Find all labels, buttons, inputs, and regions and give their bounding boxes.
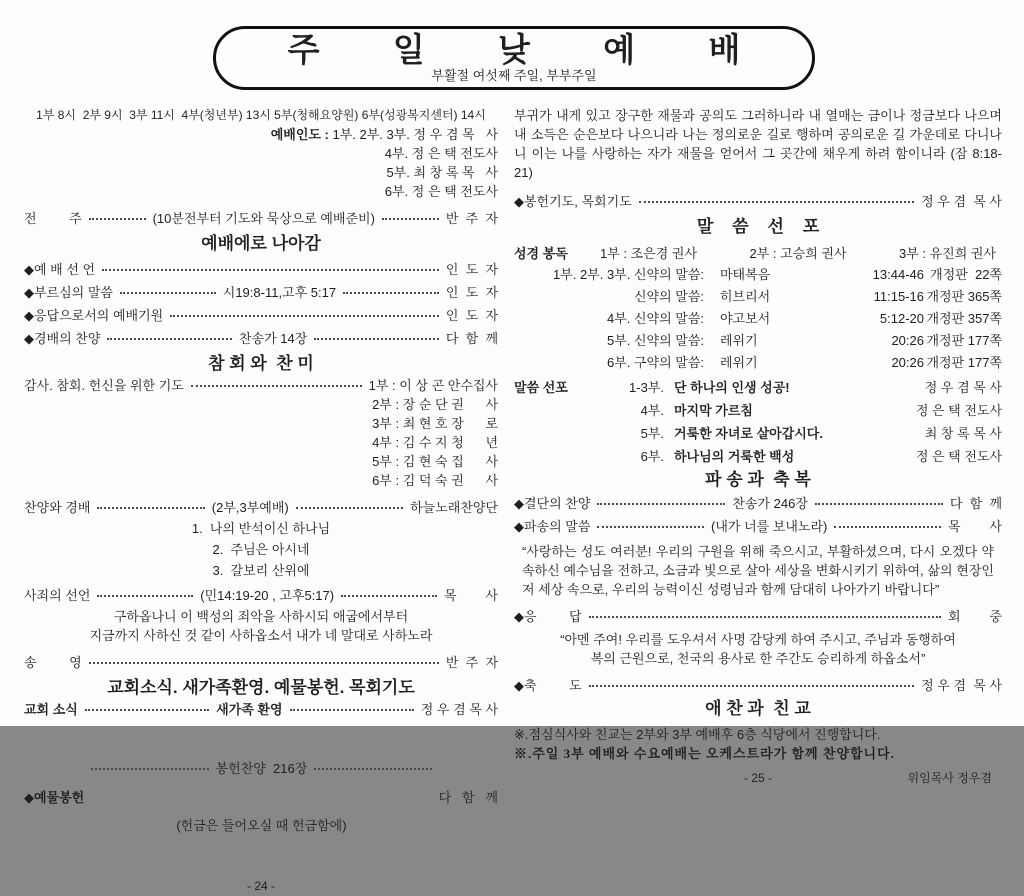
sermon-row-2 [514, 399, 1002, 422]
sermon-title: 마지막 가르침 [674, 403, 753, 418]
sermon-person: 정 은 택 전도사 [915, 449, 1002, 464]
praise-worship-row [24, 498, 498, 517]
reading-row-1 [514, 264, 1002, 286]
dot-leader [89, 662, 439, 664]
row-label: ◆부르심의 말씀 [24, 285, 113, 300]
news-welcome: 새가족 환영 [216, 702, 283, 717]
absolution-person: 목 사 [443, 588, 498, 603]
reading-label: 성경 봉독 [514, 246, 568, 261]
sermon-title: 하나님의 거룩한 백성 [674, 449, 795, 464]
reading-verse: 20:26 [891, 333, 924, 348]
offering-note: (헌금은 들어오실 때 헌금함에) [176, 818, 347, 833]
dot-leader [170, 315, 439, 317]
sermon-person: 최 창 록 목 사 [924, 426, 1002, 441]
dot-leader [102, 269, 439, 271]
commitment-hymn-row [514, 494, 1002, 513]
left-column-page-24 [24, 106, 498, 896]
sermon-row-3 [514, 422, 1002, 445]
dot-leader [382, 218, 439, 220]
absolution-ref: (민14:19-20 , 고후5:17) [200, 588, 335, 603]
prelude-row [24, 209, 498, 228]
sending-ref: (내가 너를 보내노라) [711, 519, 828, 534]
dot-leader [589, 616, 941, 618]
praise-song-1: 1. 나의 반석이신 하나님 [191, 521, 331, 536]
dot-leader [314, 768, 431, 770]
row-label: ◆경배의 찬양 [24, 331, 101, 346]
dot-leader [191, 385, 362, 387]
worship-leader-1: 1부. 2부. 3부. 정 우 겸 목 사 [332, 127, 498, 142]
calling-word-row [24, 283, 498, 302]
call-to-worship-row [24, 260, 498, 279]
section-heading-news: 교회소식. 새가족환영. 예물봉헌. 목회기도 [107, 678, 415, 697]
adoration-hymn-row [24, 329, 498, 348]
reading-page: 개정판 177쪽 [926, 333, 1002, 348]
dot-leader [89, 218, 146, 220]
prelude-label: 전 주 [24, 211, 82, 226]
response-text-1: “아멘 주여! 우리를 도우셔서 사명 감당케 하여 주시고, 주님과 동행하여 [560, 632, 956, 647]
reader-1: 1부 : 조은경 권사 [600, 246, 698, 261]
praise-choir: 하늘노래찬양단 [410, 500, 498, 515]
doxology-label: 송 영 [24, 655, 82, 670]
page-number-24: - 24 - [246, 879, 275, 893]
reading-book: 레위기 [720, 355, 758, 370]
pastor-signature: 위임목사 정우겸 [907, 771, 992, 785]
scripture-ref: 시19:8-11,고후 5:17 [222, 285, 337, 300]
offertory-label: ◆봉헌기도, 목회기도 [514, 194, 632, 209]
dot-leader [639, 201, 914, 203]
page-subtitle: 부활절 여섯째 주일, 부부주일 [431, 68, 597, 83]
dot-leader [85, 709, 209, 711]
reading-part: 4부. 신약의 말씀: [606, 311, 704, 326]
reading-part: 6부. 구약의 말씀: [606, 355, 704, 370]
commitment-hymn: 찬송가 246장 [732, 496, 808, 511]
prelude-person: 반 주 자 [445, 211, 499, 226]
praise-note: (2부,3부예배) [211, 500, 289, 515]
offertory-prayer-row [514, 192, 1002, 211]
title-box [213, 26, 815, 90]
reading-verse: 13:44-46 [872, 267, 924, 282]
reading-part: 신약의 말씀: [633, 289, 704, 304]
commitment-label: ◆결단의 찬양 [514, 496, 591, 511]
section-heading-repentance: 참 회 와 찬 미 [208, 354, 314, 373]
dot-leader [296, 507, 403, 509]
offering-middle [84, 721, 438, 873]
commitment-person: 다 함 께 [949, 496, 1003, 511]
sermon-row-4 [514, 445, 1002, 468]
right-footer [514, 769, 1002, 787]
news-person: 정 우 겸 목 사 [420, 702, 499, 717]
dot-leader [589, 685, 915, 687]
sending-word-row [514, 517, 1002, 536]
prayer-person-2: 2부 : 장 순 단 권 사 [372, 397, 498, 412]
row-person: 다 함 께 [445, 331, 498, 346]
praise-song-2: 2. 주님은 아시네 [212, 542, 310, 557]
sending-charge-text: “사랑하는 성도 여러분! 우리의 구원을 위해 죽으시고, 부활하셨으며, 다시 오겠다 약속하신 예수님을 전하고, 소금과 빛으로 살아 세상을 변화시키기 위하여, 삶의 현장인 저 세상 속으로, 우리의 능력이신 성령님과 함께 담대히 나아가기 바랍니다” [522, 544, 994, 597]
reading-book: 히브리서 [720, 289, 771, 304]
reading-book: 레위기 [720, 333, 758, 348]
reading-book: 야고보서 [720, 311, 771, 326]
sermon-part: 1-3부. [629, 380, 664, 395]
section-heading-sending: 파 송 과 축 복 [705, 470, 811, 489]
response-person: 회 중 [947, 609, 1002, 624]
dot-leader [314, 338, 439, 340]
right-column-page-25 [514, 106, 1002, 896]
reading-part: 5부. 신약의 말씀: [606, 333, 704, 348]
response-row [514, 607, 1002, 626]
offering-hymn-line [84, 759, 438, 778]
row-person: 인 도 자 [445, 262, 498, 277]
row-person: 인 도 자 [445, 285, 499, 300]
prelude-note: (10분전부터 기도와 묵상으로 예배준비) [152, 211, 375, 226]
hymn-number: 찬송가 14장 [238, 331, 308, 346]
doxology-row [24, 653, 498, 672]
sending-person: 목 사 [947, 519, 1002, 534]
page-number-25: - 25 - [743, 771, 772, 785]
row-label: ◆응답으로서의 예배기원 [24, 308, 164, 323]
sending-label: ◆파송의 말씀 [514, 519, 591, 534]
praise-song-3: 3. 갈보리 산위에 [212, 563, 310, 578]
dot-leader [343, 292, 439, 294]
dot-leader [120, 292, 216, 294]
reading-row-3 [514, 308, 1002, 330]
dot-leader [341, 595, 437, 597]
reading-verse: 11:15-16 [873, 289, 924, 304]
page-title: 주 일 낮 예 배 [287, 31, 741, 68]
sermon-person: 정 은 택 전도사 [915, 403, 1002, 418]
prayer-person-6: 6부 : 김 덕 숙 권 사 [372, 473, 498, 488]
worship-leader-3: 5부. 최 창 록 목 사 [386, 165, 498, 180]
row-person: 인 도 자 [445, 308, 498, 323]
reader-2: 2부 : 고승희 권사 [749, 246, 847, 261]
reading-book: 마태복음 [720, 267, 771, 282]
reading-row-4 [514, 330, 1002, 352]
offering-label: ◆예물봉헌 [24, 789, 85, 805]
sermon-part: 5부. [640, 426, 664, 441]
prayer-row [24, 376, 498, 395]
reading-part: 1부. 2부. 3부. 신약의 말씀: [552, 267, 704, 282]
worship-leaders-line-1 [24, 125, 498, 144]
sermon-title: 거룩한 자녀로 살아갑시다. [674, 426, 823, 441]
response-text-2: 복의 근원으로, 천국의 용사로 한 주간도 승리하게 하옵소서” [590, 651, 926, 666]
prayer-person-1: 1부 : 이 상 곤 안수집사 [368, 378, 498, 393]
reading-page: 개정판 365쪽 [926, 289, 1002, 304]
dot-leader [597, 526, 704, 528]
prayer-person-5: 5부 : 김 현 숙 집 사 [372, 454, 498, 469]
section-heading-approach: 예배에로 나아감 [201, 234, 321, 253]
offertory-person: 정 우 겸 목 사 [921, 194, 1002, 209]
reading-row-5 [514, 352, 1002, 374]
invocation-row [24, 306, 498, 325]
dot-leader [97, 595, 193, 597]
sermon-row-1 [514, 376, 1002, 399]
dot-leader [597, 503, 725, 505]
absolution-row [24, 586, 498, 605]
reading-page: 개정판 357쪽 [926, 311, 1002, 326]
sermon-part: 6부. [640, 449, 664, 464]
service-schedule: 1부 8시 2부 9시 3부 11시 4부(청년부) 13시 5부(청해요양원) 6부(성광복지센터) 14시 [36, 108, 486, 122]
worship-leader-2: 4부. 정 은 택 전도사 [384, 146, 498, 161]
worship-leader-4: 6부. 정 은 택 전도사 [384, 184, 498, 199]
section-heading-sermon: 말 씀 선 포 [696, 217, 820, 236]
readers-list [600, 243, 1002, 264]
scripture-readers-row [514, 243, 1002, 264]
offering-row [24, 721, 498, 873]
dot-leader [290, 709, 414, 711]
benediction-label: ◆축 도 [514, 678, 582, 693]
absolution-text-1: 구하옵나니 이 백성의 죄악을 사하시되 애굽에서부터 [113, 609, 409, 624]
news-label: 교회 소식 [24, 702, 78, 717]
response-label: ◆응 답 [514, 609, 582, 624]
sermon-label: 말씀 선포 [514, 380, 568, 395]
praise-label: 찬양와 경배 [24, 500, 91, 515]
offering-person: 다 함 께 [438, 789, 498, 805]
prayer-label: 감사. 참회. 헌신을 위한 기도 [24, 378, 184, 393]
two-column-layout [24, 106, 1002, 896]
fellowship-note-1: ※.점심식사와 친교는 2부와 3부 예배후 6층 식당에서 진행합니다. [514, 727, 881, 742]
reading-verse: 5:12-20 [879, 311, 924, 326]
row-label: ◆예 배 선 언 [24, 262, 96, 277]
absolution-label: 사죄의 선언 [24, 588, 91, 603]
reading-page: 개정판 177쪽 [926, 355, 1002, 370]
reader-3: 3부 : 유진희 권사 [898, 246, 996, 261]
sermon-part: 4부. [640, 403, 664, 418]
dot-leader [815, 503, 943, 505]
dot-leader [97, 507, 204, 509]
dot-leader [107, 338, 232, 340]
sermon-person: 정 우 겸 목 사 [924, 380, 1002, 395]
sermon-title: 단 하나의 인생 성공! [674, 380, 790, 395]
reading-page: 개정판 22쪽 [930, 267, 1002, 282]
church-news-row [24, 700, 498, 719]
reading-row-2 [514, 286, 1002, 308]
absolution-text-2: 지금까지 사하신 것 같이 사하옵소서 내가 네 말대로 사하노라 [89, 628, 433, 643]
scripture-verse-text: 부귀가 내게 있고 장구한 재물과 공의도 그러하니라 내 열매는 금이나 정금보다 나으며 내 소득은 순은보다 나으니라 나는 정의로운 길로 행하며 공의로운 길 가운데로 다니나니 이는 나를 사랑하는 자가 재물을 얻어서 그 곳간에 채우게 하려 함이니라 (잠 8:18-21) [514, 108, 1002, 180]
benediction-row [514, 676, 1002, 695]
prayer-person-4: 4부 : 김 수 지 청 년 [372, 435, 498, 450]
benediction-person: 정 우 겸 목 사 [921, 678, 1002, 693]
dot-leader [91, 768, 208, 770]
doxology-person: 반 주 자 [445, 655, 498, 670]
offering-hymn: 봉헌찬양 216장 [215, 761, 308, 776]
dot-leader [834, 526, 941, 528]
section-heading-fellowship: 애 찬 과 친 교 [705, 699, 811, 718]
fellowship-note-2: ※.주일 3부 예배와 수요예배는 오케스트라가 함께 찬양합니다. [514, 746, 895, 761]
reading-verse: 20:26 [891, 355, 924, 370]
worship-leader-label: 예배인도 : [270, 127, 333, 142]
prayer-person-3: 3부 : 최 현 호 장 로 [372, 416, 498, 431]
